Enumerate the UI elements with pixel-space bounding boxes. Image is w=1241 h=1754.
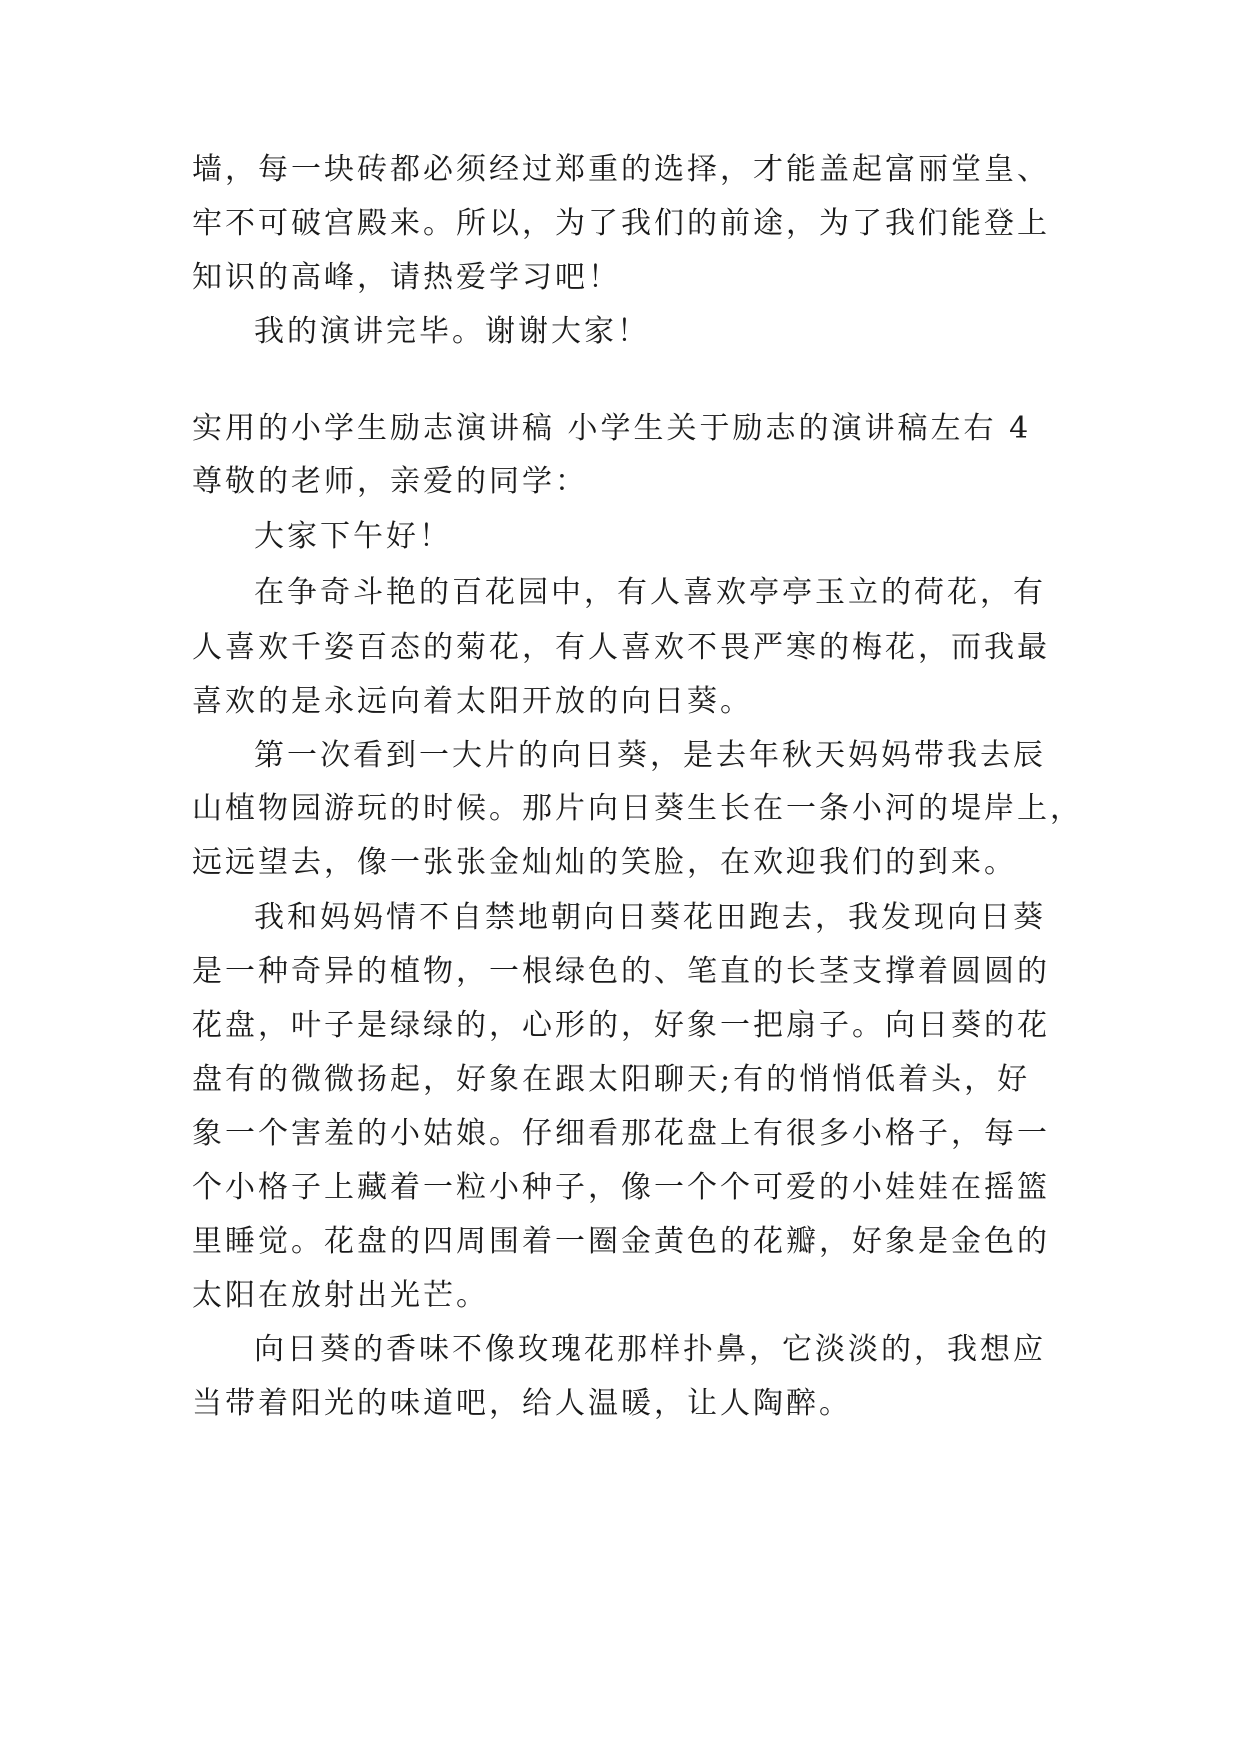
paragraph-line: 里睡觉。花盘的四周围着一圈金黄色的花瓣，好象是金色的: [192, 1224, 1050, 1259]
paragraph-line: 远远望去，像一张张金灿灿的笑脸，在欢迎我们的到来。: [192, 845, 1017, 880]
salutation: 尊敬的老师，亲爱的同学：: [192, 464, 588, 499]
paragraph-line: 当带着阳光的味道吧，给人温暖，让人陶醉。: [192, 1386, 852, 1421]
paragraph-line: 喜欢的是永远向着太阳开放的向日葵。: [192, 684, 753, 719]
paragraph-line: 是一种奇异的植物，一根绿色的、笔直的长茎支撑着圆圆的: [192, 954, 1050, 989]
paragraph-line: 花盘，叶子是绿绿的，心形的，好象一把扇子。向日葵的花: [192, 1008, 1050, 1043]
paragraph-line: 象一个害羞的小姑娘。仔细看那花盘上有很多小格子，每一: [192, 1116, 1050, 1151]
body-text-line: 牢不可破宫殿来。所以，为了我们的前途，为了我们能登上: [192, 206, 1050, 241]
section-title: 实用的小学生励志演讲稿 小学生关于励志的演讲稿左右 4: [192, 411, 1032, 446]
paragraph-line: 个小格子上藏着一粒小种子，像一个个可爱的小娃娃在摇篮: [192, 1170, 1050, 1205]
greeting: 大家下午好！: [254, 519, 452, 554]
closing-line: 我的演讲完毕。谢谢大家！: [254, 314, 650, 349]
paragraph-line: 盘有的微微扬起，好象在跟太阳聊天;有的悄悄低着头，好: [192, 1062, 1031, 1097]
paragraph-line: 人喜欢千姿百态的菊花，有人喜欢不畏严寒的梅花，而我最: [192, 630, 1050, 665]
body-text-line: 墙，每一块砖都必须经过郑重的选择，才能盖起富丽堂皇、: [192, 152, 1050, 187]
paragraph-line: 向日葵的香味不像玫瑰花那样扑鼻，它淡淡的，我想应: [254, 1332, 1046, 1367]
paragraph-line: 我和妈妈情不自禁地朝向日葵花田跑去，我发现向日葵: [254, 900, 1046, 935]
paragraph-line: 第一次看到一大片的向日葵，是去年秋天妈妈带我去辰: [254, 738, 1046, 773]
body-text-line: 知识的高峰，请热爱学习吧！: [192, 260, 621, 295]
paragraph-line: 在争奇斗艳的百花园中，有人喜欢亭亭玉立的荷花，有: [254, 575, 1046, 610]
paragraph-line: 山植物园游玩的时候。那片向日葵生长在一条小河的堤岸上，: [192, 791, 1083, 826]
paragraph-line: 太阳在放射出光芒。: [192, 1278, 489, 1313]
